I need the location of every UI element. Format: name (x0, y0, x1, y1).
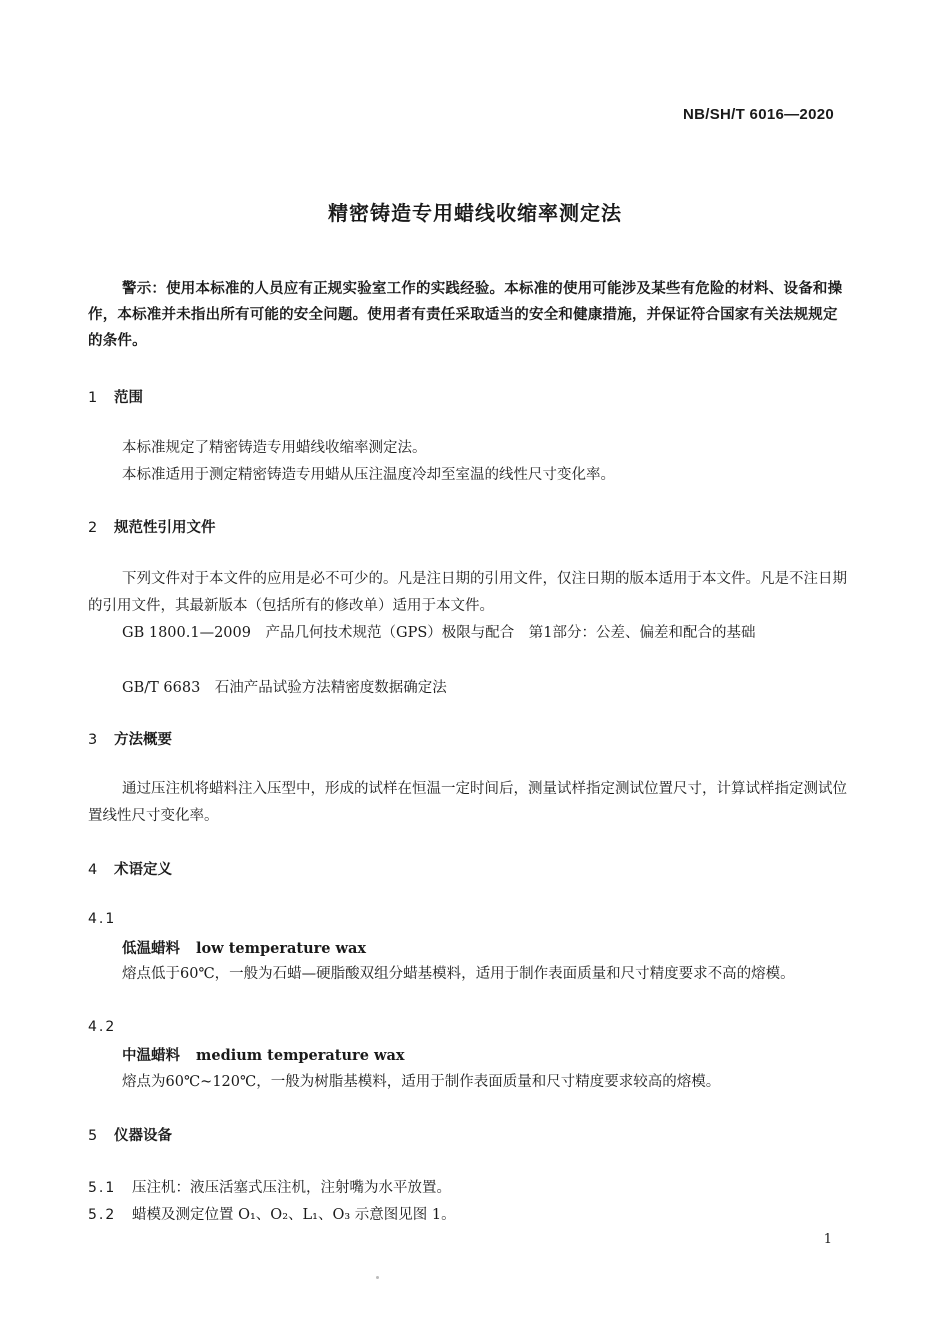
term-zh: 中温蜡料 (122, 1048, 180, 1064)
term-en: low temperature wax (196, 940, 367, 957)
scope-line-1: 本标准规定了精密铸造专用蜡线收缩率测定法。 (122, 440, 427, 456)
section-5-heading (88, 1124, 172, 1145)
scan-speck (376, 1276, 379, 1279)
term-zh: 低温蜡料 (122, 941, 180, 957)
section-number: 1 (88, 390, 98, 406)
item-text: 蜡模及测定位置 O₁、O₂、L₁、O₃ 示意图见图 1。 (132, 1207, 456, 1223)
item-number: 5.2 (88, 1207, 117, 1223)
section-title: 方法概要 (114, 732, 172, 748)
warning-paragraph: 警示：使用本标准的人员应有正规实验室工作的实践经验。本标准的使用可能涉及某些有危险的材料、设备和操作，本标准并未指出所有可能的安全问题。使用者有责任采取适当的安全和健康措施，并保证符合国家有关法规规定的条件。 (88, 281, 843, 349)
term-heading (122, 937, 366, 958)
term-en: medium temperature wax (196, 1047, 405, 1064)
section-4-heading (88, 858, 172, 879)
section-number: 3 (88, 732, 98, 748)
reference-gb1800: GB 1800.1—2009 产品几何技术规范（GPS）极限与配合 第1部分：公差、偏差和配合的基础 (122, 625, 756, 641)
document-title: 精密铸造专用蜡线收缩率测定法 (328, 201, 622, 225)
section-number: 5 (88, 1128, 98, 1144)
section-2-heading (88, 516, 216, 537)
term-number: 4.2 (88, 1019, 117, 1035)
term-number: 4.1 (88, 911, 117, 927)
standard-code: NB/SH/T 6016—2020 (682, 106, 834, 123)
method-summary-paragraph: 通过压注机将蜡料注入压型中，形成的试样在恒温一定时间后，测量试样指定测试位置尺寸，计算试样指定测试位置线性尺寸变化率。 (88, 781, 847, 824)
section-number: 2 (88, 520, 98, 536)
section-1-heading (88, 386, 143, 407)
term-definition: 熔点低于60℃，一般为石蜡—硬脂酸双组分蜡基模料，适用于制作表面质量和尺寸精度要求不高的熔模。 (122, 966, 795, 982)
list-item (88, 1203, 456, 1224)
list-item (88, 1176, 451, 1197)
page-number: 1 (823, 1232, 832, 1247)
item-text: 压注机：液压活塞式压注机，注射嘴为水平放置。 (132, 1180, 451, 1196)
section-title: 范围 (114, 390, 143, 406)
term-heading (122, 1044, 405, 1065)
section-number: 4 (88, 862, 98, 878)
section-title: 仪器设备 (114, 1128, 172, 1144)
reference-gbt6683: GB/T 6683 石油产品试验方法精密度数据确定法 (122, 680, 447, 696)
item-number: 5.1 (88, 1180, 117, 1196)
scope-line-2: 本标准适用于测定精密铸造专用蜡从压注温度冷却至室温的线性尺寸变化率。 (122, 467, 615, 483)
normative-intro-paragraph: 下列文件对于本文件的应用是必不可少的。凡是注日期的引用文件，仅注日期的版本适用于本文件。凡是不注日期的引用文件，其最新版本（包括所有的修改单）适用于本文件。 (88, 571, 847, 614)
term-definition: 熔点为60℃~120℃，一般为树脂基模料，适用于制作表面质量和尺寸精度要求较高的熔模。 (122, 1074, 721, 1090)
section-title: 术语定义 (114, 862, 172, 878)
section-title: 规范性引用文件 (114, 520, 216, 536)
section-3-heading (88, 728, 172, 749)
